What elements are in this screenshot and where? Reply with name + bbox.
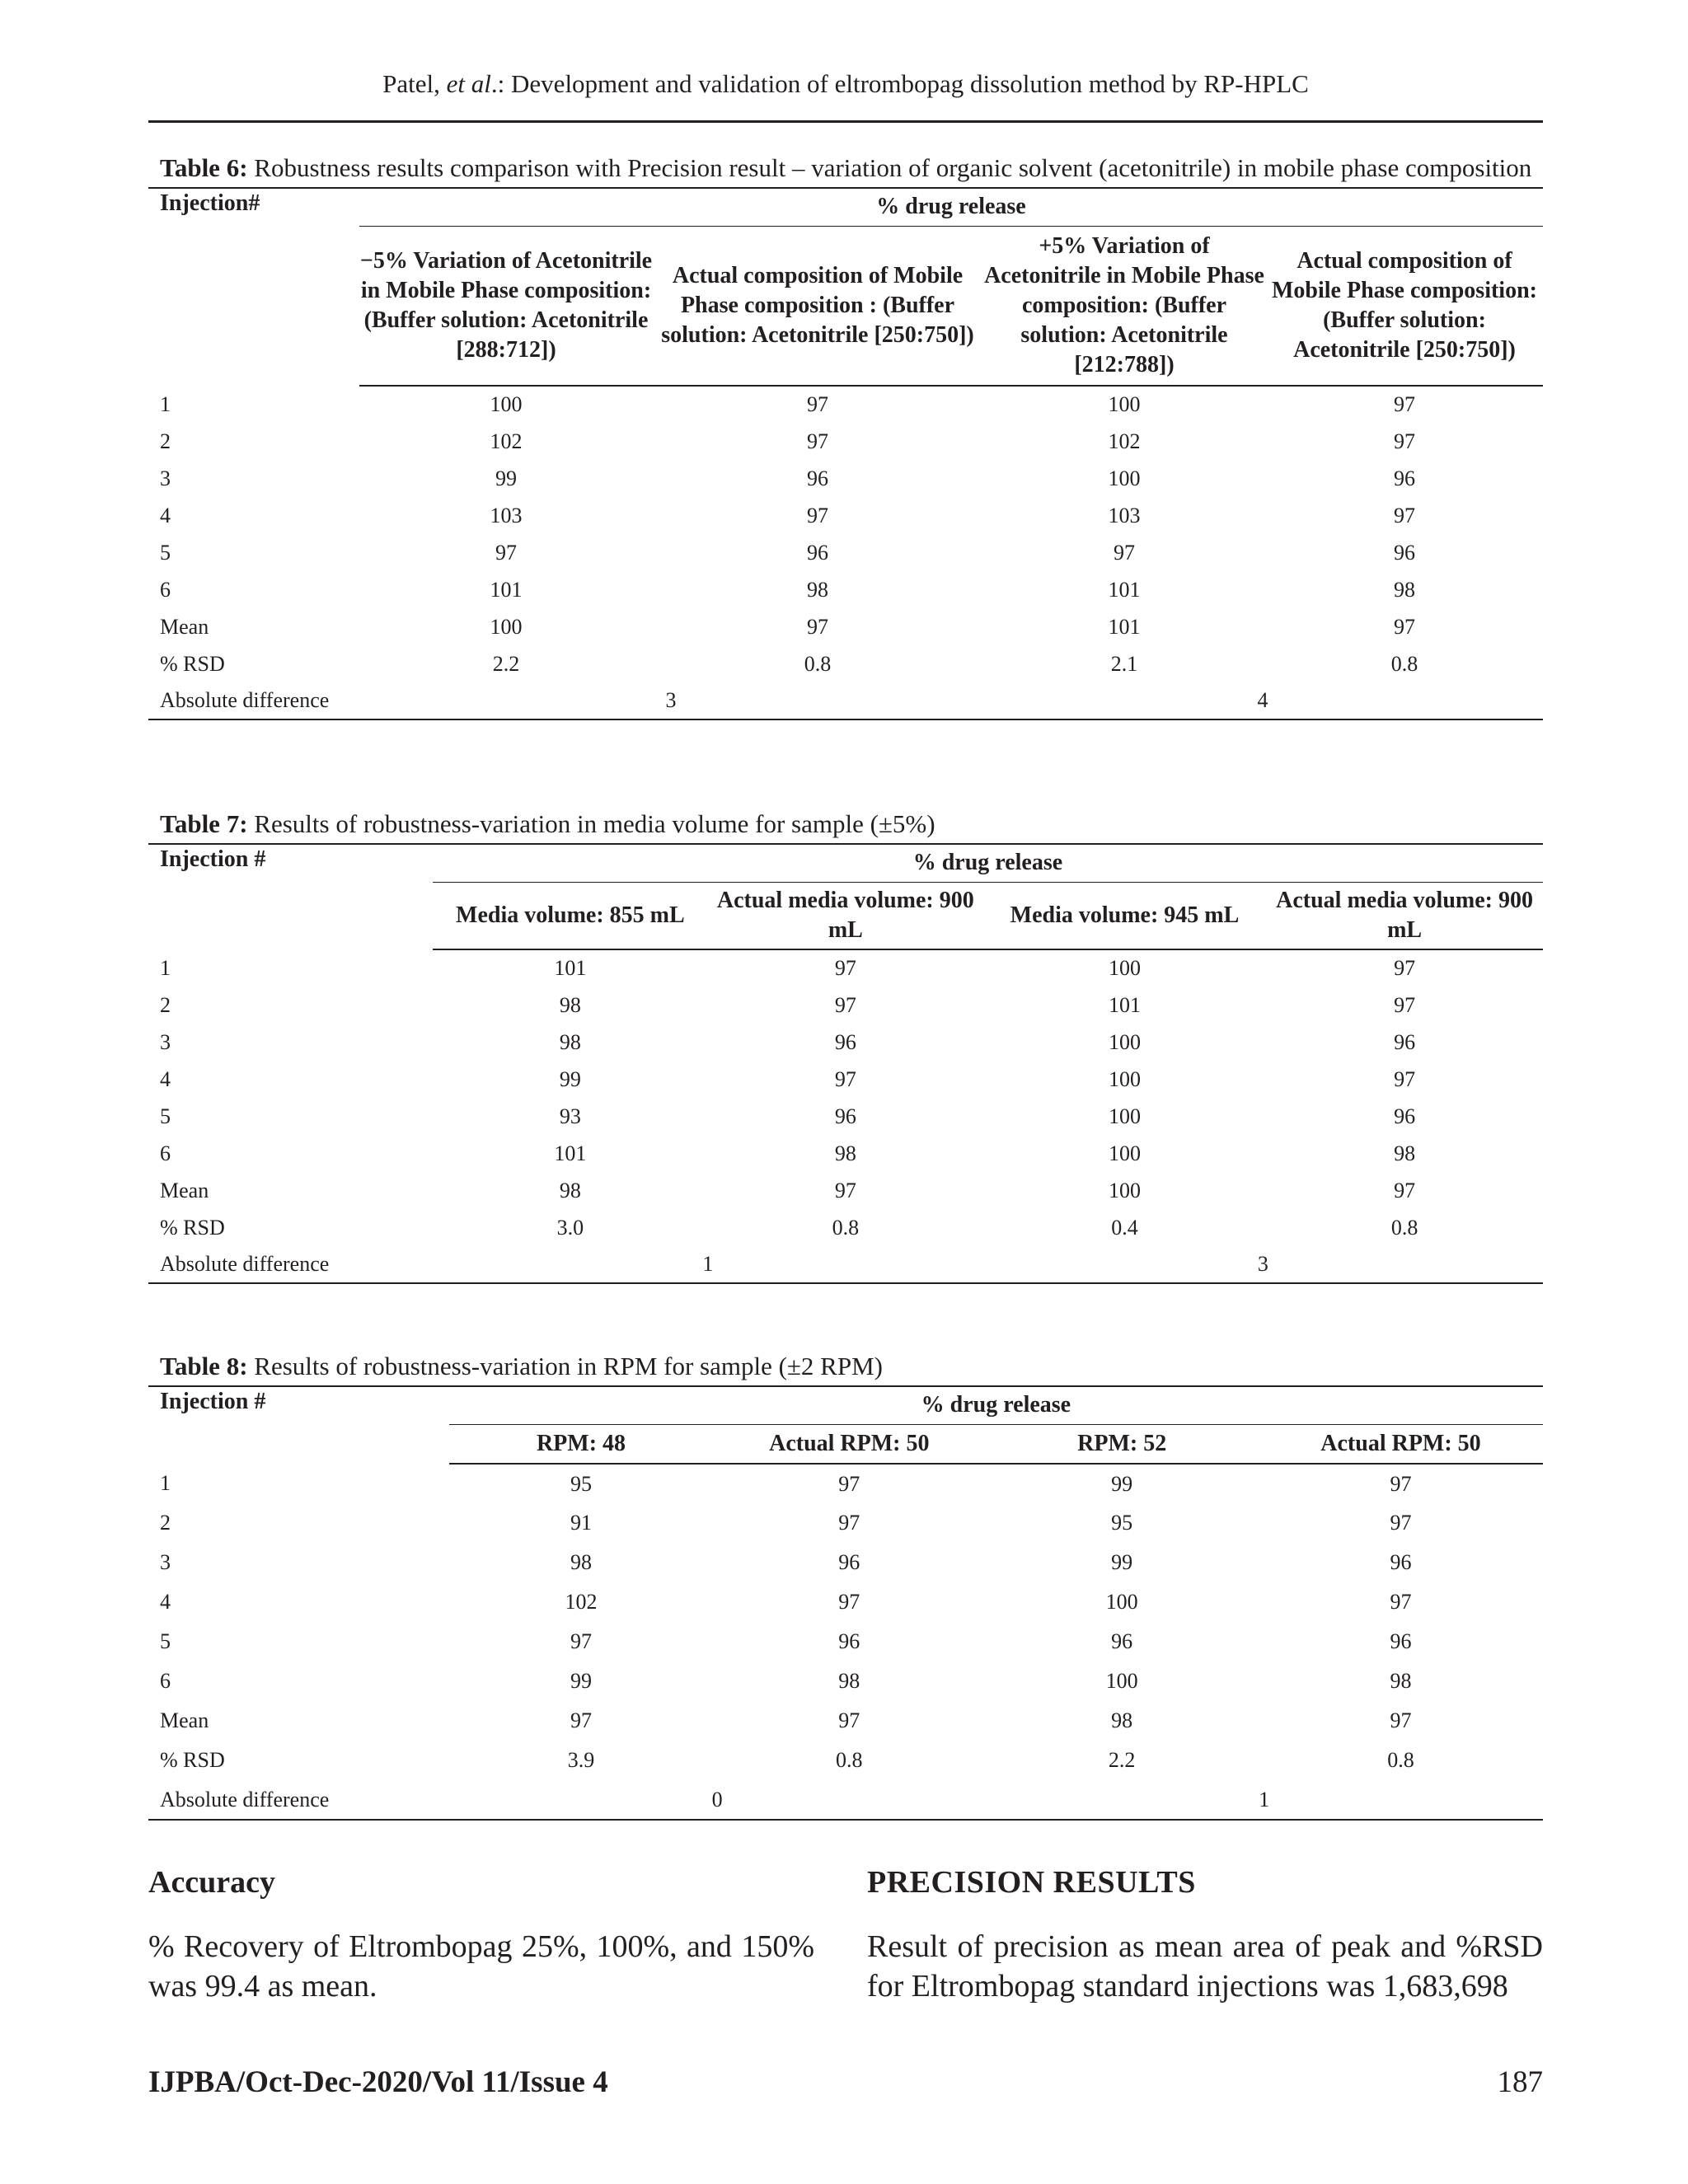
table-cell: 2.1 bbox=[1110, 651, 1138, 676]
table-row bbox=[148, 1622, 1543, 1661]
table-row bbox=[148, 1543, 1543, 1582]
table-8 bbox=[148, 1350, 1543, 1821]
table-cell: 97 bbox=[495, 540, 517, 565]
table-row bbox=[148, 1701, 1543, 1741]
column-header: Actual RPM: 50 bbox=[1259, 1424, 1543, 1464]
table-cell: 97 bbox=[1394, 992, 1416, 1017]
table-cell: 91 bbox=[570, 1511, 592, 1535]
row-label: 6 bbox=[160, 577, 171, 602]
precision-heading: PRECISION RESULTS bbox=[867, 1865, 1196, 1900]
table-cell: 99 bbox=[1111, 1550, 1133, 1574]
table-cell: 100 bbox=[1108, 1104, 1141, 1128]
table-cell: 100 bbox=[1108, 392, 1141, 416]
row-label: Mean bbox=[160, 1178, 209, 1202]
table-7 bbox=[148, 808, 1543, 1284]
table-cell: 96 bbox=[1394, 1104, 1416, 1128]
table-row bbox=[148, 1503, 1543, 1543]
absolute-difference-row bbox=[148, 682, 1543, 719]
table-row bbox=[148, 1209, 1543, 1246]
row-label: 3 bbox=[160, 1550, 171, 1574]
table-row bbox=[148, 1172, 1543, 1209]
column-header: Actual composition of Mobile Phase composition: (Buffer solution: Acetonitrile [250:750]) bbox=[1266, 226, 1543, 386]
table-cell: 97 bbox=[1394, 1066, 1416, 1091]
absolute-difference-row bbox=[148, 1246, 1543, 1283]
table-cell: 97 bbox=[838, 1471, 860, 1496]
row-label: Absolute difference bbox=[148, 1780, 449, 1820]
table-cell: 97 bbox=[1390, 1471, 1412, 1496]
table-cell: 97 bbox=[1114, 540, 1135, 565]
table-cell: 0.8 bbox=[836, 1748, 863, 1772]
absolute-difference-value: 1 bbox=[433, 1246, 983, 1283]
row-label: 5 bbox=[160, 1104, 171, 1128]
table-cell: 0.8 bbox=[832, 1215, 860, 1240]
table-cell: 101 bbox=[1108, 614, 1141, 639]
row-label: 1 bbox=[160, 391, 171, 416]
table-cell: 96 bbox=[807, 466, 828, 490]
table-6-caption: Table 6: Robustness results comparison with Precision result – variation of organic solvent (acetonitrile) in mobile phase composition bbox=[160, 153, 1532, 182]
table-cell: 100 bbox=[490, 392, 523, 416]
column-header: Media volume: 855 mL bbox=[433, 882, 708, 949]
column-header: Actual media volume: 900 mL bbox=[1266, 882, 1543, 949]
running-head: Patel, et al.: Development and validation of eltrombopag dissolution method by RP-HPLC bbox=[382, 69, 1309, 98]
page-number: 187 bbox=[1497, 2065, 1543, 2099]
row-label: 3 bbox=[160, 466, 171, 490]
table-cell: 97 bbox=[834, 1178, 856, 1202]
table-row bbox=[148, 608, 1543, 645]
row-label: 1 bbox=[160, 955, 171, 980]
table-cell: 98 bbox=[559, 1029, 581, 1054]
table-7-caption: Table 7: Results of robustness-variation in media volume for sample (±5%) bbox=[160, 809, 935, 838]
table-cell: 97 bbox=[838, 1708, 860, 1732]
table-row bbox=[148, 1582, 1543, 1622]
table-row bbox=[148, 1061, 1543, 1098]
table-cell: 100 bbox=[1108, 1029, 1141, 1054]
table-cell: 97 bbox=[1394, 956, 1416, 980]
column-header: Actual media volume: 900 mL bbox=[708, 882, 983, 949]
table-cell: 3.9 bbox=[567, 1748, 595, 1772]
table-cell: 100 bbox=[1108, 1066, 1141, 1091]
table-cell: 97 bbox=[1394, 392, 1415, 416]
row-label: Mean bbox=[160, 1708, 209, 1732]
table-cell: 97 bbox=[834, 992, 856, 1017]
table-cell: 100 bbox=[1108, 956, 1141, 980]
table-cell: 96 bbox=[1390, 1550, 1412, 1574]
table-cell: 98 bbox=[1390, 1669, 1412, 1693]
table-cell: 96 bbox=[807, 540, 828, 565]
table-row bbox=[148, 1098, 1543, 1135]
table-cell: 97 bbox=[1394, 429, 1415, 453]
table-cell: 96 bbox=[1394, 466, 1415, 490]
table-6 bbox=[148, 152, 1543, 720]
table-cell: 0.8 bbox=[1390, 651, 1418, 676]
table-cell: 100 bbox=[1105, 1590, 1138, 1614]
table-cell: 98 bbox=[1111, 1708, 1133, 1732]
row-label: 6 bbox=[160, 1669, 171, 1693]
table-cell: 0.8 bbox=[1387, 1748, 1414, 1772]
table-row bbox=[148, 423, 1543, 460]
table-cell: 97 bbox=[1390, 1590, 1412, 1614]
table-cell: 101 bbox=[1108, 992, 1141, 1017]
table-cell: 98 bbox=[834, 1141, 856, 1165]
table-8-body bbox=[148, 1464, 1543, 1820]
table-cell: 98 bbox=[1394, 1141, 1416, 1165]
table-cell: 3.0 bbox=[556, 1215, 584, 1240]
table-cell: 99 bbox=[1111, 1471, 1133, 1496]
group-header: % drug release bbox=[433, 844, 1543, 882]
table-cell: 99 bbox=[559, 1066, 581, 1091]
table-cell: 93 bbox=[559, 1104, 581, 1128]
table-row bbox=[148, 460, 1543, 497]
table-cell: 96 bbox=[1394, 1029, 1416, 1054]
row-label: % RSD bbox=[160, 1215, 225, 1240]
absolute-difference-row bbox=[148, 1780, 1543, 1820]
table-cell: 97 bbox=[1394, 1178, 1416, 1202]
table-cell: 102 bbox=[490, 429, 523, 453]
table-cell: 0.8 bbox=[1390, 1215, 1418, 1240]
table-row bbox=[148, 534, 1543, 571]
table-cell: 97 bbox=[570, 1708, 592, 1732]
table-cell: 96 bbox=[834, 1029, 856, 1054]
table-cell: 97 bbox=[807, 429, 828, 453]
table-cell: 103 bbox=[1108, 503, 1141, 527]
table-cell: 99 bbox=[495, 466, 517, 490]
table-row bbox=[148, 1661, 1543, 1701]
row-label: Absolute difference bbox=[148, 1246, 433, 1283]
column-header: Media volume: 945 mL bbox=[983, 882, 1266, 949]
table-cell: 2.2 bbox=[1108, 1748, 1136, 1772]
table-cell: 98 bbox=[559, 992, 581, 1017]
table-cell: 97 bbox=[838, 1590, 860, 1614]
table-cell: 96 bbox=[1390, 1629, 1412, 1653]
table-cell: 97 bbox=[807, 614, 828, 639]
table-row bbox=[148, 1024, 1543, 1061]
table-cell: 96 bbox=[838, 1550, 860, 1574]
table-cell: 96 bbox=[1111, 1629, 1133, 1653]
journal-footer: IJPBA/Oct-Dec-2020/Vol 11/Issue 4 bbox=[148, 2065, 608, 2099]
row-label: Absolute difference bbox=[148, 682, 359, 719]
table-cell: 97 bbox=[570, 1629, 592, 1653]
table-cell: 95 bbox=[570, 1471, 592, 1496]
stub-header: Injection # bbox=[148, 1386, 449, 1464]
table-cell: 97 bbox=[1390, 1708, 1412, 1732]
table-cell: 99 bbox=[570, 1669, 592, 1693]
table-8-caption: Table 8: Results of robustness-variation in RPM for sample (±2 RPM) bbox=[160, 1352, 883, 1380]
table-cell: 103 bbox=[490, 503, 523, 527]
table-row bbox=[148, 571, 1543, 608]
table-cell: 0.4 bbox=[1111, 1215, 1138, 1240]
row-label: 6 bbox=[160, 1141, 171, 1165]
accuracy-heading: Accuracy bbox=[148, 1865, 276, 1900]
stub-header: Injection# bbox=[148, 188, 359, 386]
row-label: 2 bbox=[160, 429, 171, 453]
table-cell: 97 bbox=[838, 1511, 860, 1535]
table-cell: 2.2 bbox=[492, 651, 520, 676]
table-cell: 100 bbox=[1105, 1669, 1138, 1693]
row-label: % RSD bbox=[160, 651, 225, 676]
table-row bbox=[148, 1741, 1543, 1780]
table-cell: 96 bbox=[834, 1104, 856, 1128]
table-cell: 97 bbox=[1394, 503, 1415, 527]
table-row bbox=[148, 1464, 1543, 1503]
row-label: 4 bbox=[160, 1590, 171, 1614]
table-cell: 97 bbox=[1390, 1511, 1412, 1535]
absolute-difference-value: 0 bbox=[449, 1780, 986, 1820]
table-cell: 98 bbox=[570, 1550, 592, 1574]
table-cell: 95 bbox=[1111, 1511, 1133, 1535]
table-cell: 100 bbox=[1108, 466, 1141, 490]
absolute-difference-value: 3 bbox=[983, 1246, 1543, 1283]
table-cell: 98 bbox=[1394, 577, 1415, 602]
table-row bbox=[148, 949, 1543, 987]
table-7-body bbox=[148, 949, 1543, 1283]
table-cell: 100 bbox=[1108, 1178, 1141, 1202]
absolute-difference-value: 3 bbox=[359, 682, 982, 719]
table-cell: 96 bbox=[838, 1629, 860, 1653]
group-header: % drug release bbox=[449, 1386, 1543, 1424]
table-cell: 97 bbox=[807, 503, 828, 527]
row-label: 5 bbox=[160, 1629, 171, 1653]
absolute-difference-value: 1 bbox=[985, 1780, 1543, 1820]
table-cell: 101 bbox=[554, 1141, 587, 1165]
table-6-grid bbox=[148, 187, 1543, 720]
row-label: 2 bbox=[160, 992, 171, 1017]
table-6-body bbox=[148, 386, 1543, 719]
row-label: 3 bbox=[160, 1029, 171, 1054]
table-cell: 100 bbox=[1108, 1141, 1141, 1165]
row-label: 4 bbox=[160, 1066, 171, 1091]
table-cell: 97 bbox=[834, 1066, 856, 1091]
group-header: % drug release bbox=[359, 188, 1543, 226]
column-header: Actual RPM: 50 bbox=[713, 1424, 985, 1464]
table-cell: 97 bbox=[807, 392, 828, 416]
table-cell: 97 bbox=[1394, 614, 1415, 639]
column-header: −5% Variation of Acetonitrile in Mobile Phase composition: (Buffer solution: Acetonitrile [288:712]) bbox=[359, 226, 653, 386]
table-cell: 101 bbox=[554, 956, 587, 980]
table-cell: 97 bbox=[834, 956, 856, 980]
table-cell: 96 bbox=[1394, 540, 1415, 565]
row-label: 1 bbox=[160, 1471, 171, 1495]
table-7-grid bbox=[148, 843, 1543, 1284]
column-header: Actual composition of Mobile Phase composition : (Buffer solution: Acetonitrile [250:750]) bbox=[653, 226, 982, 386]
accuracy-text: % Recovery of Eltrombopag 25%, 100%, and 150% was 99.4 as mean. bbox=[148, 1929, 814, 2004]
row-label: 5 bbox=[160, 540, 171, 565]
row-label: % RSD bbox=[160, 1748, 225, 1772]
table-cell: 100 bbox=[490, 614, 523, 639]
table-cell: 98 bbox=[807, 577, 828, 602]
table-cell: 0.8 bbox=[804, 651, 832, 676]
table-8-grid bbox=[148, 1385, 1543, 1821]
precision-text: Result of precision as mean area of peak and %RSD for Eltrombopag standard injections was 1,683,698 bbox=[867, 1929, 1543, 2004]
absolute-difference-value: 4 bbox=[982, 682, 1543, 719]
table-row bbox=[148, 645, 1543, 682]
table-cell: 98 bbox=[838, 1669, 860, 1693]
table-cell: 101 bbox=[1108, 577, 1141, 602]
table-cell: 98 bbox=[559, 1178, 581, 1202]
column-header: RPM: 48 bbox=[449, 1424, 713, 1464]
row-label: 2 bbox=[160, 1511, 171, 1535]
row-label: 4 bbox=[160, 503, 171, 527]
table-row bbox=[148, 987, 1543, 1024]
table-row bbox=[148, 497, 1543, 534]
column-header: RPM: 52 bbox=[985, 1424, 1259, 1464]
row-label: Mean bbox=[160, 614, 209, 639]
column-header: +5% Variation of Acetonitrile in Mobile Phase composition: (Buffer solution: Acetonitrile [212:788]) bbox=[982, 226, 1266, 386]
table-cell: 102 bbox=[565, 1590, 598, 1614]
table-row bbox=[148, 1135, 1543, 1172]
table-cell: 101 bbox=[490, 577, 523, 602]
table-cell: 102 bbox=[1108, 429, 1141, 453]
stub-header: Injection # bbox=[148, 844, 433, 949]
table-row bbox=[148, 386, 1543, 423]
header-rule bbox=[148, 120, 1543, 123]
